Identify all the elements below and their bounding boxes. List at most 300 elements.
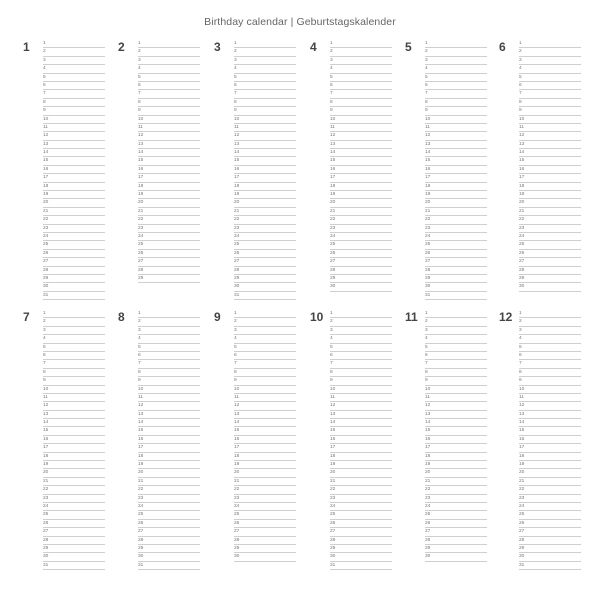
day-row[interactable] — [425, 352, 487, 360]
day-row[interactable] — [138, 335, 200, 343]
day-row[interactable] — [330, 141, 392, 149]
day-row[interactable] — [425, 65, 487, 73]
day-row[interactable] — [425, 310, 487, 318]
day-row[interactable] — [234, 495, 296, 503]
day-row[interactable] — [330, 344, 392, 352]
day-row[interactable] — [234, 225, 296, 233]
day-row[interactable] — [43, 216, 105, 224]
day-row[interactable] — [234, 436, 296, 444]
day-row[interactable] — [43, 250, 105, 258]
day-row[interactable] — [43, 411, 105, 419]
day-row[interactable] — [43, 275, 105, 283]
day-row[interactable] — [138, 208, 200, 216]
day-row[interactable] — [425, 511, 487, 519]
day-row[interactable] — [330, 511, 392, 519]
day-row[interactable] — [234, 553, 296, 561]
day-row[interactable] — [425, 292, 487, 300]
day-row[interactable] — [330, 233, 392, 241]
day-row[interactable] — [519, 149, 581, 157]
day-row[interactable] — [234, 327, 296, 335]
day-row[interactable] — [519, 124, 581, 132]
day-row[interactable] — [234, 537, 296, 545]
day-row[interactable] — [138, 57, 200, 65]
day-row[interactable] — [138, 40, 200, 48]
day-row[interactable] — [425, 528, 487, 536]
day-row[interactable] — [519, 250, 581, 258]
day-row[interactable] — [330, 444, 392, 452]
day-row[interactable] — [43, 149, 105, 157]
day-row[interactable] — [43, 318, 105, 326]
day-row[interactable] — [425, 377, 487, 385]
day-row[interactable] — [425, 318, 487, 326]
day-row[interactable] — [330, 553, 392, 561]
day-row[interactable] — [234, 191, 296, 199]
day-row[interactable] — [234, 57, 296, 65]
day-row[interactable] — [138, 511, 200, 519]
day-row[interactable] — [43, 562, 105, 570]
day-row[interactable] — [519, 116, 581, 124]
day-row[interactable] — [330, 283, 392, 291]
day-row[interactable] — [519, 511, 581, 519]
day-row[interactable] — [138, 327, 200, 335]
day-row[interactable] — [425, 545, 487, 553]
day-row[interactable] — [138, 132, 200, 140]
day-row[interactable] — [425, 267, 487, 275]
day-row[interactable] — [138, 461, 200, 469]
day-row[interactable] — [138, 241, 200, 249]
day-row[interactable] — [234, 174, 296, 182]
day-row[interactable] — [43, 124, 105, 132]
day-row[interactable] — [519, 166, 581, 174]
day-row[interactable] — [234, 318, 296, 326]
day-row[interactable] — [425, 283, 487, 291]
day-row[interactable] — [43, 436, 105, 444]
day-row[interactable] — [138, 318, 200, 326]
day-row[interactable] — [234, 411, 296, 419]
day-row[interactable] — [43, 537, 105, 545]
day-row[interactable] — [138, 486, 200, 494]
day-row[interactable] — [234, 427, 296, 435]
day-row[interactable] — [138, 157, 200, 165]
day-row[interactable] — [330, 377, 392, 385]
day-row[interactable] — [43, 283, 105, 291]
day-row[interactable] — [330, 394, 392, 402]
day-row[interactable] — [425, 149, 487, 157]
day-row[interactable] — [425, 216, 487, 224]
day-row[interactable] — [138, 369, 200, 377]
day-row[interactable] — [43, 344, 105, 352]
day-row[interactable] — [330, 528, 392, 536]
day-row[interactable] — [43, 166, 105, 174]
day-row[interactable] — [330, 360, 392, 368]
day-row[interactable] — [43, 377, 105, 385]
day-row[interactable] — [519, 267, 581, 275]
day-row[interactable] — [43, 141, 105, 149]
day-row[interactable] — [138, 166, 200, 174]
day-row[interactable] — [138, 82, 200, 90]
day-row[interactable] — [43, 132, 105, 140]
day-row[interactable] — [330, 65, 392, 73]
day-row[interactable] — [43, 461, 105, 469]
day-row[interactable] — [330, 208, 392, 216]
day-row[interactable] — [330, 225, 392, 233]
day-row[interactable] — [425, 386, 487, 394]
day-row[interactable] — [234, 402, 296, 410]
day-row[interactable] — [138, 216, 200, 224]
day-row[interactable] — [234, 141, 296, 149]
day-row[interactable] — [43, 199, 105, 207]
day-row[interactable] — [425, 461, 487, 469]
day-row[interactable] — [330, 166, 392, 174]
day-row[interactable] — [43, 157, 105, 165]
day-row[interactable] — [330, 520, 392, 528]
day-row[interactable] — [425, 191, 487, 199]
day-row[interactable] — [234, 528, 296, 536]
day-row[interactable] — [43, 241, 105, 249]
day-row[interactable] — [519, 225, 581, 233]
day-row[interactable] — [519, 402, 581, 410]
day-row[interactable] — [234, 545, 296, 553]
day-row[interactable] — [519, 174, 581, 182]
day-row[interactable] — [234, 461, 296, 469]
day-row[interactable] — [138, 267, 200, 275]
day-row[interactable] — [330, 258, 392, 266]
day-row[interactable] — [43, 453, 105, 461]
day-row[interactable] — [234, 149, 296, 157]
day-row[interactable] — [330, 503, 392, 511]
day-row[interactable] — [330, 310, 392, 318]
day-row[interactable] — [519, 132, 581, 140]
day-row[interactable] — [43, 90, 105, 98]
day-row[interactable] — [519, 40, 581, 48]
day-row[interactable] — [43, 258, 105, 266]
day-row[interactable] — [43, 545, 105, 553]
day-row[interactable] — [138, 183, 200, 191]
day-row[interactable] — [234, 116, 296, 124]
day-row[interactable] — [330, 469, 392, 477]
day-row[interactable] — [519, 553, 581, 561]
day-row[interactable] — [43, 267, 105, 275]
day-row[interactable] — [519, 183, 581, 191]
day-row[interactable] — [138, 377, 200, 385]
day-row[interactable] — [138, 520, 200, 528]
day-row[interactable] — [330, 386, 392, 394]
day-row[interactable] — [519, 233, 581, 241]
day-row[interactable] — [330, 486, 392, 494]
day-row[interactable] — [519, 275, 581, 283]
day-row[interactable] — [43, 528, 105, 536]
day-row[interactable] — [138, 174, 200, 182]
day-row[interactable] — [330, 157, 392, 165]
day-row[interactable] — [519, 90, 581, 98]
day-row[interactable] — [43, 511, 105, 519]
day-row[interactable] — [425, 411, 487, 419]
day-row[interactable] — [519, 352, 581, 360]
day-row[interactable] — [138, 65, 200, 73]
day-row[interactable] — [425, 486, 487, 494]
day-row[interactable] — [330, 545, 392, 553]
day-row[interactable] — [425, 241, 487, 249]
day-row[interactable] — [43, 360, 105, 368]
day-row[interactable] — [330, 149, 392, 157]
day-row[interactable] — [234, 344, 296, 352]
day-row[interactable] — [519, 436, 581, 444]
day-row[interactable] — [330, 48, 392, 56]
day-row[interactable] — [425, 40, 487, 48]
day-row[interactable] — [519, 386, 581, 394]
day-row[interactable] — [330, 183, 392, 191]
day-row[interactable] — [425, 444, 487, 452]
day-row[interactable] — [330, 318, 392, 326]
day-row[interactable] — [43, 427, 105, 435]
day-row[interactable] — [425, 208, 487, 216]
day-row[interactable] — [330, 352, 392, 360]
day-row[interactable] — [330, 537, 392, 545]
day-row[interactable] — [425, 199, 487, 207]
day-row[interactable] — [138, 199, 200, 207]
day-row[interactable] — [425, 419, 487, 427]
day-row[interactable] — [519, 141, 581, 149]
day-row[interactable] — [138, 537, 200, 545]
day-row[interactable] — [425, 90, 487, 98]
day-row[interactable] — [330, 369, 392, 377]
day-row[interactable] — [519, 258, 581, 266]
day-row[interactable] — [234, 241, 296, 249]
day-row[interactable] — [138, 386, 200, 394]
day-row[interactable] — [519, 520, 581, 528]
day-row[interactable] — [519, 191, 581, 199]
day-row[interactable] — [138, 258, 200, 266]
day-row[interactable] — [138, 469, 200, 477]
day-row[interactable] — [519, 394, 581, 402]
day-row[interactable] — [519, 74, 581, 82]
day-row[interactable] — [43, 292, 105, 300]
day-row[interactable] — [519, 411, 581, 419]
day-row[interactable] — [234, 132, 296, 140]
day-row[interactable] — [234, 166, 296, 174]
day-row[interactable] — [330, 411, 392, 419]
day-row[interactable] — [138, 90, 200, 98]
day-row[interactable] — [43, 478, 105, 486]
day-row[interactable] — [43, 394, 105, 402]
day-row[interactable] — [519, 461, 581, 469]
day-row[interactable] — [43, 116, 105, 124]
day-row[interactable] — [519, 469, 581, 477]
day-row[interactable] — [234, 233, 296, 241]
day-row[interactable] — [138, 107, 200, 115]
day-row[interactable] — [519, 528, 581, 536]
day-row[interactable] — [43, 82, 105, 90]
day-row[interactable] — [519, 495, 581, 503]
day-row[interactable] — [519, 99, 581, 107]
day-row[interactable] — [425, 258, 487, 266]
day-row[interactable] — [234, 444, 296, 452]
day-row[interactable] — [234, 208, 296, 216]
day-row[interactable] — [425, 99, 487, 107]
day-row[interactable] — [519, 107, 581, 115]
day-row[interactable] — [330, 495, 392, 503]
day-row[interactable] — [330, 335, 392, 343]
day-row[interactable] — [425, 157, 487, 165]
day-row[interactable] — [425, 166, 487, 174]
day-row[interactable] — [234, 453, 296, 461]
day-row[interactable] — [43, 520, 105, 528]
day-row[interactable] — [330, 174, 392, 182]
day-row[interactable] — [519, 208, 581, 216]
day-row[interactable] — [234, 216, 296, 224]
day-row[interactable] — [330, 419, 392, 427]
day-row[interactable] — [43, 335, 105, 343]
day-row[interactable] — [138, 419, 200, 427]
day-row[interactable] — [234, 199, 296, 207]
day-row[interactable] — [330, 74, 392, 82]
day-row[interactable] — [43, 65, 105, 73]
day-row[interactable] — [330, 461, 392, 469]
day-row[interactable] — [519, 157, 581, 165]
day-row[interactable] — [519, 537, 581, 545]
day-row[interactable] — [138, 48, 200, 56]
day-row[interactable] — [43, 191, 105, 199]
day-row[interactable] — [43, 503, 105, 511]
day-row[interactable] — [425, 233, 487, 241]
day-row[interactable] — [234, 99, 296, 107]
day-row[interactable] — [138, 478, 200, 486]
day-row[interactable] — [519, 216, 581, 224]
day-row[interactable] — [43, 74, 105, 82]
day-row[interactable] — [43, 208, 105, 216]
day-row[interactable] — [234, 90, 296, 98]
day-row[interactable] — [330, 199, 392, 207]
day-row[interactable] — [425, 116, 487, 124]
day-row[interactable] — [234, 394, 296, 402]
day-row[interactable] — [519, 82, 581, 90]
day-row[interactable] — [234, 469, 296, 477]
day-row[interactable] — [330, 427, 392, 435]
day-row[interactable] — [330, 453, 392, 461]
day-row[interactable] — [43, 107, 105, 115]
day-row[interactable] — [234, 352, 296, 360]
day-row[interactable] — [425, 132, 487, 140]
day-row[interactable] — [330, 436, 392, 444]
day-row[interactable] — [138, 191, 200, 199]
day-row[interactable] — [234, 124, 296, 132]
day-row[interactable] — [234, 250, 296, 258]
day-row[interactable] — [425, 427, 487, 435]
day-row[interactable] — [234, 419, 296, 427]
day-row[interactable] — [234, 292, 296, 300]
day-row[interactable] — [425, 503, 487, 511]
day-row[interactable] — [234, 511, 296, 519]
day-row[interactable] — [138, 250, 200, 258]
day-row[interactable] — [519, 310, 581, 318]
day-row[interactable] — [425, 495, 487, 503]
day-row[interactable] — [425, 453, 487, 461]
day-row[interactable] — [330, 99, 392, 107]
day-row[interactable] — [43, 327, 105, 335]
day-row[interactable] — [43, 419, 105, 427]
day-row[interactable] — [425, 520, 487, 528]
day-row[interactable] — [43, 225, 105, 233]
day-row[interactable] — [43, 174, 105, 182]
day-row[interactable] — [234, 40, 296, 48]
day-row[interactable] — [425, 436, 487, 444]
day-row[interactable] — [138, 528, 200, 536]
day-row[interactable] — [138, 427, 200, 435]
day-row[interactable] — [519, 360, 581, 368]
day-row[interactable] — [330, 216, 392, 224]
day-row[interactable] — [138, 545, 200, 553]
day-row[interactable] — [138, 141, 200, 149]
day-row[interactable] — [519, 57, 581, 65]
day-row[interactable] — [330, 402, 392, 410]
day-row[interactable] — [519, 427, 581, 435]
day-row[interactable] — [138, 74, 200, 82]
day-row[interactable] — [43, 40, 105, 48]
day-row[interactable] — [234, 377, 296, 385]
day-row[interactable] — [519, 65, 581, 73]
day-row[interactable] — [425, 469, 487, 477]
day-row[interactable] — [330, 250, 392, 258]
day-row[interactable] — [425, 553, 487, 561]
day-row[interactable] — [330, 90, 392, 98]
day-row[interactable] — [425, 478, 487, 486]
day-row[interactable] — [330, 275, 392, 283]
day-row[interactable] — [519, 545, 581, 553]
day-row[interactable] — [425, 394, 487, 402]
day-row[interactable] — [330, 40, 392, 48]
day-row[interactable] — [519, 369, 581, 377]
day-row[interactable] — [138, 453, 200, 461]
day-row[interactable] — [234, 157, 296, 165]
day-row[interactable] — [138, 360, 200, 368]
day-row[interactable] — [519, 453, 581, 461]
day-row[interactable] — [234, 107, 296, 115]
day-row[interactable] — [425, 344, 487, 352]
day-row[interactable] — [330, 241, 392, 249]
day-row[interactable] — [330, 267, 392, 275]
day-row[interactable] — [519, 478, 581, 486]
day-row[interactable] — [138, 149, 200, 157]
day-row[interactable] — [425, 57, 487, 65]
day-row[interactable] — [234, 520, 296, 528]
day-row[interactable] — [519, 199, 581, 207]
day-row[interactable] — [234, 258, 296, 266]
day-row[interactable] — [234, 65, 296, 73]
day-row[interactable] — [330, 191, 392, 199]
day-row[interactable] — [519, 335, 581, 343]
day-row[interactable] — [138, 553, 200, 561]
day-row[interactable] — [425, 360, 487, 368]
day-row[interactable] — [138, 394, 200, 402]
day-row[interactable] — [519, 419, 581, 427]
day-row[interactable] — [425, 369, 487, 377]
day-row[interactable] — [425, 174, 487, 182]
day-row[interactable] — [330, 57, 392, 65]
day-row[interactable] — [138, 344, 200, 352]
day-row[interactable] — [425, 225, 487, 233]
day-row[interactable] — [43, 48, 105, 56]
day-row[interactable] — [519, 562, 581, 570]
day-row[interactable] — [234, 486, 296, 494]
day-row[interactable] — [138, 495, 200, 503]
day-row[interactable] — [425, 82, 487, 90]
day-row[interactable] — [43, 99, 105, 107]
day-row[interactable] — [234, 275, 296, 283]
day-row[interactable] — [138, 310, 200, 318]
day-row[interactable] — [519, 241, 581, 249]
day-row[interactable] — [519, 327, 581, 335]
day-row[interactable] — [234, 369, 296, 377]
